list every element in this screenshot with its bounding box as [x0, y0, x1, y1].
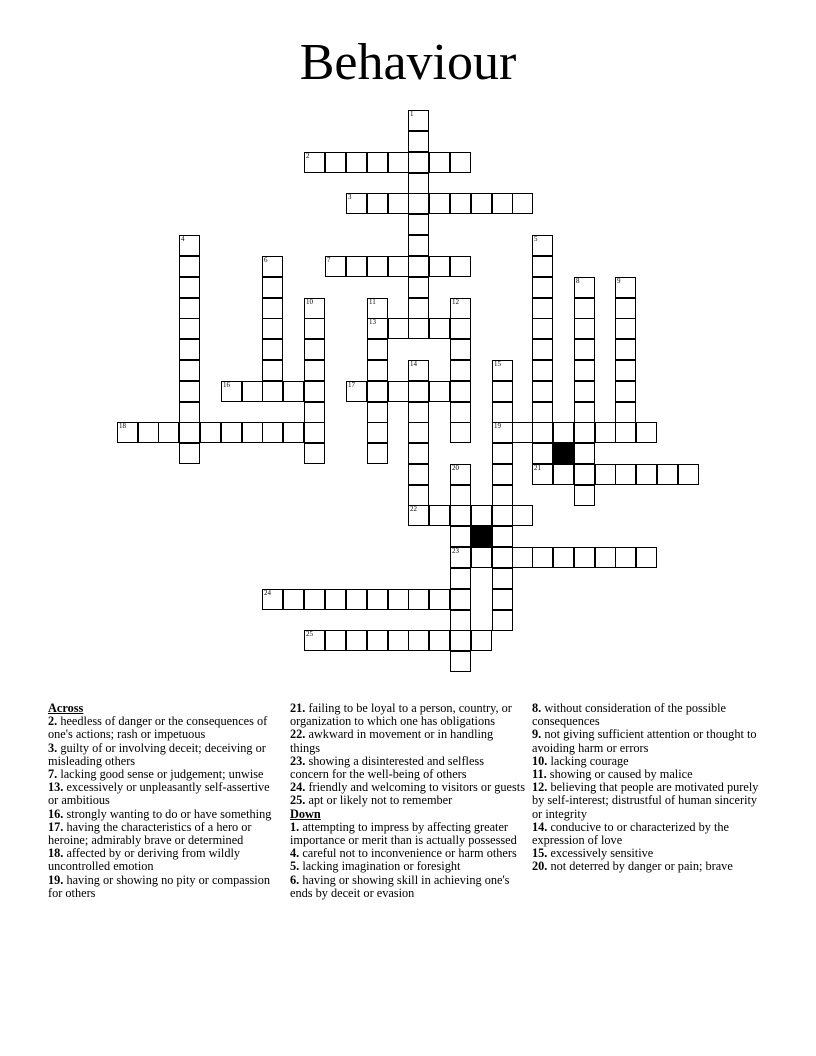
- grid-cell[interactable]: [492, 464, 513, 485]
- clue-number-label: 17: [348, 381, 355, 389]
- grid-cell[interactable]: [429, 193, 450, 214]
- clue-item: [290, 728, 525, 754]
- grid-cell[interactable]: [532, 402, 553, 423]
- grid-cell[interactable]: [492, 485, 513, 506]
- clue-number-label: 13: [369, 318, 376, 326]
- grid-cell[interactable]: [450, 422, 471, 443]
- clue-number: 18.: [48, 846, 64, 861]
- clue-number: 7.: [48, 767, 58, 782]
- grid-cell[interactable]: [179, 443, 200, 464]
- grid-cell[interactable]: [450, 381, 471, 402]
- grid-cell[interactable]: [492, 568, 513, 589]
- grid-cell[interactable]: [304, 443, 325, 464]
- grid-cell[interactable]: [304, 630, 325, 651]
- clue-number-label: 6: [264, 256, 268, 264]
- clue-text: conducive to or characterized by the expression of love: [532, 819, 730, 848]
- clue-item: [532, 821, 762, 847]
- clue-item: [290, 794, 525, 807]
- grid-cell[interactable]: [532, 339, 553, 360]
- grid-cell[interactable]: [574, 318, 595, 339]
- clue-number: 23.: [290, 753, 306, 768]
- clue-number-label: 22: [410, 505, 417, 513]
- grid-cell[interactable]: [450, 402, 471, 423]
- grid-cell[interactable]: [512, 193, 533, 214]
- grid-cell[interactable]: [450, 505, 471, 526]
- clue-text: having or showing no pity or compassion for others: [48, 872, 271, 900]
- clue-item: [532, 728, 762, 754]
- clue-text: heedless of danger or the consequences of one's actions; rash or impetuous: [48, 714, 268, 742]
- grid-cell[interactable]: [615, 298, 636, 319]
- grid-cell[interactable]: [367, 298, 388, 319]
- grid-cell[interactable]: [408, 505, 429, 526]
- grid-cell[interactable]: [492, 547, 513, 568]
- grid-cell[interactable]: [429, 318, 450, 339]
- clue-number-label: 7: [327, 256, 331, 264]
- grid-cell[interactable]: [346, 152, 367, 173]
- clue-number: 9.: [532, 727, 542, 742]
- grid-cell[interactable]: [388, 318, 409, 339]
- grid-cell[interactable]: [367, 360, 388, 381]
- grid-cell[interactable]: [553, 547, 574, 568]
- grid-cell[interactable]: [158, 422, 179, 443]
- grid-cell[interactable]: [532, 277, 553, 298]
- grid-cell[interactable]: [388, 256, 409, 277]
- clue-number-label: 1: [410, 110, 414, 118]
- grid-cell[interactable]: [138, 422, 159, 443]
- grid-cell[interactable]: [574, 422, 595, 443]
- clue-text: strongly wanting to do or have something: [66, 806, 272, 821]
- clue-number-label: 2: [306, 152, 310, 160]
- grid-cell[interactable]: [346, 193, 367, 214]
- clue-text: lacking imagination or foresight: [302, 859, 461, 874]
- grid-cell[interactable]: [408, 318, 429, 339]
- grid-cell[interactable]: [471, 547, 492, 568]
- grid-cell[interactable]: [532, 381, 553, 402]
- grid-cell[interactable]: [615, 402, 636, 423]
- grid-cell[interactable]: [408, 381, 429, 402]
- clue-number: 16.: [48, 806, 64, 821]
- grid-cell[interactable]: [512, 505, 533, 526]
- grid-cell[interactable]: [492, 360, 513, 381]
- clue-number: 17.: [48, 819, 64, 834]
- grid-cell[interactable]: [408, 131, 429, 152]
- grid-cell[interactable]: [179, 402, 200, 423]
- grid-cell[interactable]: [179, 256, 200, 277]
- grid-cell[interactable]: [367, 443, 388, 464]
- grid-cell[interactable]: [450, 256, 471, 277]
- clue-number: 13.: [48, 780, 64, 795]
- grid-cell[interactable]: [678, 464, 699, 485]
- grid-cell[interactable]: [367, 193, 388, 214]
- clue-item: [48, 781, 278, 807]
- grid-cell[interactable]: [512, 547, 533, 568]
- grid-cell[interactable]: [283, 589, 304, 610]
- clue-number: 4.: [290, 846, 300, 861]
- grid-cell[interactable]: [450, 589, 471, 610]
- grid-cell[interactable]: [262, 422, 283, 443]
- grid-cell[interactable]: [657, 464, 678, 485]
- grid-cell[interactable]: [408, 360, 429, 381]
- clue-number-label: 15: [494, 360, 501, 368]
- clue-number-label: 9: [617, 277, 621, 285]
- grid-cell[interactable]: [574, 443, 595, 464]
- grid-cell[interactable]: [408, 630, 429, 651]
- grid-cell[interactable]: [492, 589, 513, 610]
- clue-number: 8.: [532, 701, 542, 715]
- clue-item: [48, 847, 278, 873]
- grid-cell[interactable]: [553, 464, 574, 485]
- clue-number: 2.: [48, 714, 58, 729]
- clue-text: guilty of or involving deceit; deceiving or misleading others: [48, 740, 266, 768]
- clue-text: showing or caused by malice: [549, 767, 693, 782]
- grid-cell[interactable]: [262, 381, 283, 402]
- grid-cell[interactable]: [492, 610, 513, 631]
- grid-cell[interactable]: [429, 152, 450, 173]
- grid-cell[interactable]: [242, 422, 263, 443]
- grid-cell[interactable]: [408, 256, 429, 277]
- grid-cell[interactable]: [325, 630, 346, 651]
- grid-cell[interactable]: [532, 443, 553, 464]
- clue-item: [48, 821, 278, 847]
- clue-text: lacking courage: [550, 753, 629, 768]
- clue-text: attempting to impress by affecting greater importance or merit than is actually possessed: [290, 819, 517, 848]
- grid-cell[interactable]: [450, 318, 471, 339]
- grid-cell[interactable]: [304, 318, 325, 339]
- grid-cell[interactable]: [262, 298, 283, 319]
- grid-cell[interactable]: [450, 298, 471, 319]
- grid-cell[interactable]: [179, 277, 200, 298]
- grid-cell[interactable]: [367, 152, 388, 173]
- clue-number: 11.: [532, 767, 547, 782]
- grid-cell[interactable]: [492, 526, 513, 547]
- grid-cell[interactable]: [595, 547, 616, 568]
- grid-cell[interactable]: [179, 235, 200, 256]
- grid-cell[interactable]: [388, 630, 409, 651]
- grid-cell[interactable]: [262, 589, 283, 610]
- grid-cell[interactable]: [450, 526, 471, 547]
- grid-cell[interactable]: [408, 298, 429, 319]
- grid-cell[interactable]: [429, 589, 450, 610]
- grid-cell[interactable]: [179, 298, 200, 319]
- grid-cell[interactable]: [450, 360, 471, 381]
- clue-text: failing to be loyal to a person, country, or organization to which one has obligations: [290, 701, 512, 729]
- grid-cell[interactable]: [325, 256, 346, 277]
- grid-cell[interactable]: [117, 422, 138, 443]
- grid-cell[interactable]: [532, 318, 553, 339]
- grid-cell[interactable]: [636, 422, 657, 443]
- grid-cell[interactable]: [595, 422, 616, 443]
- grid-cell[interactable]: [429, 630, 450, 651]
- clue-number-label: 25: [306, 630, 313, 638]
- clue-text: excessively or unpleasantly self-assertive or ambitious: [48, 780, 270, 808]
- clue-text: excessively sensitive: [550, 846, 654, 861]
- grid-cell[interactable]: [615, 547, 636, 568]
- clue-number: 6.: [290, 872, 300, 887]
- grid-cell[interactable]: [450, 152, 471, 173]
- grid-cell[interactable]: [471, 505, 492, 526]
- clues-column-1: [48, 702, 278, 900]
- grid-cell[interactable]: [492, 422, 513, 443]
- grid-cell[interactable]: [450, 339, 471, 360]
- grid-cell[interactable]: [615, 277, 636, 298]
- grid-cell[interactable]: [615, 318, 636, 339]
- clue-number: 21.: [290, 701, 306, 715]
- clue-number: 1.: [290, 819, 300, 834]
- clue-number: 5.: [290, 859, 300, 874]
- clue-number-label: 16: [223, 381, 230, 389]
- clues-column-2: [290, 702, 525, 900]
- grid-cell[interactable]: [553, 422, 574, 443]
- clue-text: lacking good sense or judgement; unwise: [60, 767, 264, 782]
- grid-cell[interactable]: [304, 339, 325, 360]
- grid-cell[interactable]: [262, 339, 283, 360]
- grid-cell[interactable]: [574, 298, 595, 319]
- grid-cell[interactable]: [615, 464, 636, 485]
- clue-text: not deterred by danger or pain; brave: [550, 859, 733, 874]
- clue-text: showing a disinterested and selfless concern for the well-being of others: [290, 753, 484, 782]
- grid-cell[interactable]: [408, 485, 429, 506]
- grid-cell[interactable]: [408, 443, 429, 464]
- clue-text: not giving sufficient attention or thought to avoiding harm or errors: [532, 727, 757, 755]
- grid-cell[interactable]: [532, 298, 553, 319]
- grid-cell[interactable]: [367, 630, 388, 651]
- clue-number-label: 11: [369, 298, 376, 306]
- grid-cell[interactable]: [304, 152, 325, 173]
- clue-number: 14.: [532, 819, 548, 834]
- grid-cell[interactable]: [574, 277, 595, 298]
- grid-cell[interactable]: [471, 193, 492, 214]
- clue-text: affected by or deriving from wildly uncontrolled emotion: [48, 846, 241, 874]
- grid-cell[interactable]: [367, 339, 388, 360]
- grid-cell[interactable]: [221, 381, 242, 402]
- grid-cell[interactable]: [429, 505, 450, 526]
- grid-cell[interactable]: [492, 443, 513, 464]
- grid-cell[interactable]: [304, 360, 325, 381]
- grid-cell[interactable]: [304, 381, 325, 402]
- grid-cell[interactable]: [450, 610, 471, 631]
- clues-column-3: [532, 702, 762, 874]
- down-heading: Down: [290, 806, 321, 821]
- clue-text: having the characteristics of a hero or heroine; admirably brave or determined: [48, 819, 252, 848]
- grid-cell[interactable]: [532, 235, 553, 256]
- grid-cell[interactable]: [408, 589, 429, 610]
- grid-cell[interactable]: [574, 360, 595, 381]
- clue-number-label: 12: [452, 298, 459, 306]
- grid-cell[interactable]: [388, 193, 409, 214]
- grid-cell[interactable]: [408, 277, 429, 298]
- grid-cell[interactable]: [574, 464, 595, 485]
- grid-cell[interactable]: [388, 381, 409, 402]
- clue-number: 19.: [48, 872, 64, 887]
- clue-number-label: 24: [264, 589, 271, 597]
- grid-cell[interactable]: [450, 464, 471, 485]
- clue-number: 24.: [290, 780, 306, 795]
- page-title: Behaviour: [299, 34, 517, 91]
- grid-cell[interactable]: [532, 360, 553, 381]
- clue-item: [532, 860, 762, 873]
- clue-number-label: 20: [452, 464, 459, 472]
- grid-cell[interactable]: [200, 422, 221, 443]
- clue-item: [48, 715, 278, 741]
- grid-cell[interactable]: [429, 381, 450, 402]
- clue-text: careful not to inconvenience or harm others: [302, 846, 517, 861]
- clue-item: [532, 781, 762, 821]
- grid-cell[interactable]: [471, 630, 492, 651]
- grid-cell[interactable]: [325, 152, 346, 173]
- grid-cell[interactable]: [346, 256, 367, 277]
- grid-cell[interactable]: [532, 256, 553, 277]
- grid-cell[interactable]: [408, 173, 429, 194]
- clue-number: 15.: [532, 846, 548, 861]
- grid-cell[interactable]: [367, 318, 388, 339]
- clue-item: [48, 742, 278, 768]
- grid-cell[interactable]: [450, 193, 471, 214]
- grid-cell[interactable]: [408, 422, 429, 443]
- grid-cell[interactable]: [492, 193, 513, 214]
- grid-cell[interactable]: [450, 568, 471, 589]
- clue-number-label: 3: [348, 193, 352, 201]
- grid-cell[interactable]: [492, 505, 513, 526]
- grid-cell[interactable]: [262, 256, 283, 277]
- grid-cell[interactable]: [408, 464, 429, 485]
- grid-cell[interactable]: [262, 277, 283, 298]
- grid-cell[interactable]: [367, 402, 388, 423]
- grid-cell[interactable]: [408, 152, 429, 173]
- grid-cell[interactable]: [283, 381, 304, 402]
- grid-cell[interactable]: [367, 256, 388, 277]
- grid-cell[interactable]: [388, 152, 409, 173]
- grid-cell[interactable]: [532, 422, 553, 443]
- grid-cell[interactable]: [179, 381, 200, 402]
- clue-item: [290, 874, 525, 900]
- grid-cell[interactable]: [408, 110, 429, 131]
- grid-cell[interactable]: [615, 381, 636, 402]
- clue-item: [290, 702, 525, 728]
- grid-cell[interactable]: [179, 339, 200, 360]
- clue-number-label: 4: [181, 235, 185, 243]
- clue-number-label: 23: [452, 547, 459, 555]
- grid-cell[interactable]: [532, 464, 553, 485]
- grid-cell[interactable]: [615, 422, 636, 443]
- grid-cell[interactable]: [346, 381, 367, 402]
- clue-number: 22.: [290, 727, 306, 742]
- clue-number: 10.: [532, 753, 548, 768]
- grid-cell[interactable]: [262, 360, 283, 381]
- clue-text: friendly and welcoming to visitors or guests: [308, 780, 525, 795]
- grid-cell[interactable]: [492, 402, 513, 423]
- clue-item: [48, 874, 278, 900]
- grid-cell[interactable]: [532, 547, 553, 568]
- grid-cell[interactable]: [574, 402, 595, 423]
- grid-cell[interactable]: [492, 381, 513, 402]
- grid-cell[interactable]: [450, 630, 471, 651]
- grid-cell[interactable]: [367, 422, 388, 443]
- grid-cell[interactable]: [179, 360, 200, 381]
- clue-number-label: 5: [534, 235, 538, 243]
- clue-text: without consideration of the possible consequences: [532, 701, 727, 729]
- clue-number-label: 8: [576, 277, 580, 285]
- grid-cell[interactable]: [179, 318, 200, 339]
- grid-cell[interactable]: [408, 214, 429, 235]
- grid-cell[interactable]: [388, 589, 409, 610]
- grid-cell[interactable]: [636, 547, 657, 568]
- grid-cell[interactable]: [574, 547, 595, 568]
- grid-cell[interactable]: [304, 298, 325, 319]
- grid-cell[interactable]: [615, 360, 636, 381]
- black-square: [553, 443, 574, 464]
- grid-cell[interactable]: [346, 589, 367, 610]
- grid-cell[interactable]: [450, 547, 471, 568]
- grid-cell[interactable]: [242, 381, 263, 402]
- clue-number-label: 14: [410, 360, 417, 368]
- clue-number-label: 10: [306, 298, 313, 306]
- black-square: [471, 526, 492, 547]
- grid-cell[interactable]: [262, 318, 283, 339]
- clue-number: 3.: [48, 740, 58, 755]
- grid-cell[interactable]: [636, 464, 657, 485]
- clue-number: 20.: [532, 859, 548, 874]
- clue-text: having or showing skill in achieving one's ends by deceit or evasion: [290, 872, 510, 900]
- grid-cell[interactable]: [574, 381, 595, 402]
- clue-text: believing that people are motivated purely by self-interest; distrustful of human sincerity or integrity: [532, 780, 759, 821]
- clue-number-label: 18: [119, 422, 126, 430]
- grid-cell[interactable]: [346, 630, 367, 651]
- clue-number-label: 19: [494, 422, 501, 430]
- grid-cell[interactable]: [408, 235, 429, 256]
- clue-item: [290, 821, 525, 847]
- grid-cell[interactable]: [325, 589, 346, 610]
- grid-cell[interactable]: [615, 339, 636, 360]
- clue-item: [532, 702, 762, 728]
- grid-cell[interactable]: [367, 589, 388, 610]
- grid-cell[interactable]: [221, 422, 242, 443]
- grid-cell[interactable]: [450, 651, 471, 672]
- across-heading: Across: [48, 701, 84, 715]
- clue-text: apt or likely not to remember: [308, 793, 453, 808]
- clue-item: [290, 755, 525, 781]
- grid-cell[interactable]: [304, 402, 325, 423]
- clue-number: 12.: [532, 780, 548, 795]
- grid-cell[interactable]: [450, 485, 471, 506]
- grid-cell[interactable]: [408, 193, 429, 214]
- grid-cell[interactable]: [304, 589, 325, 610]
- grid-cell[interactable]: [408, 402, 429, 423]
- grid-cell[interactable]: [595, 464, 616, 485]
- grid-cell[interactable]: [429, 256, 450, 277]
- grid-cell[interactable]: [179, 422, 200, 443]
- grid-cell[interactable]: [283, 422, 304, 443]
- clue-number: 25.: [290, 793, 306, 808]
- grid-cell[interactable]: [304, 422, 325, 443]
- clue-number-label: 21: [534, 464, 541, 472]
- grid-cell[interactable]: [574, 485, 595, 506]
- clue-text: awkward in movement or in handling things: [290, 727, 494, 755]
- grid-cell[interactable]: [512, 422, 533, 443]
- grid-cell[interactable]: [574, 339, 595, 360]
- grid-cell[interactable]: [367, 381, 388, 402]
